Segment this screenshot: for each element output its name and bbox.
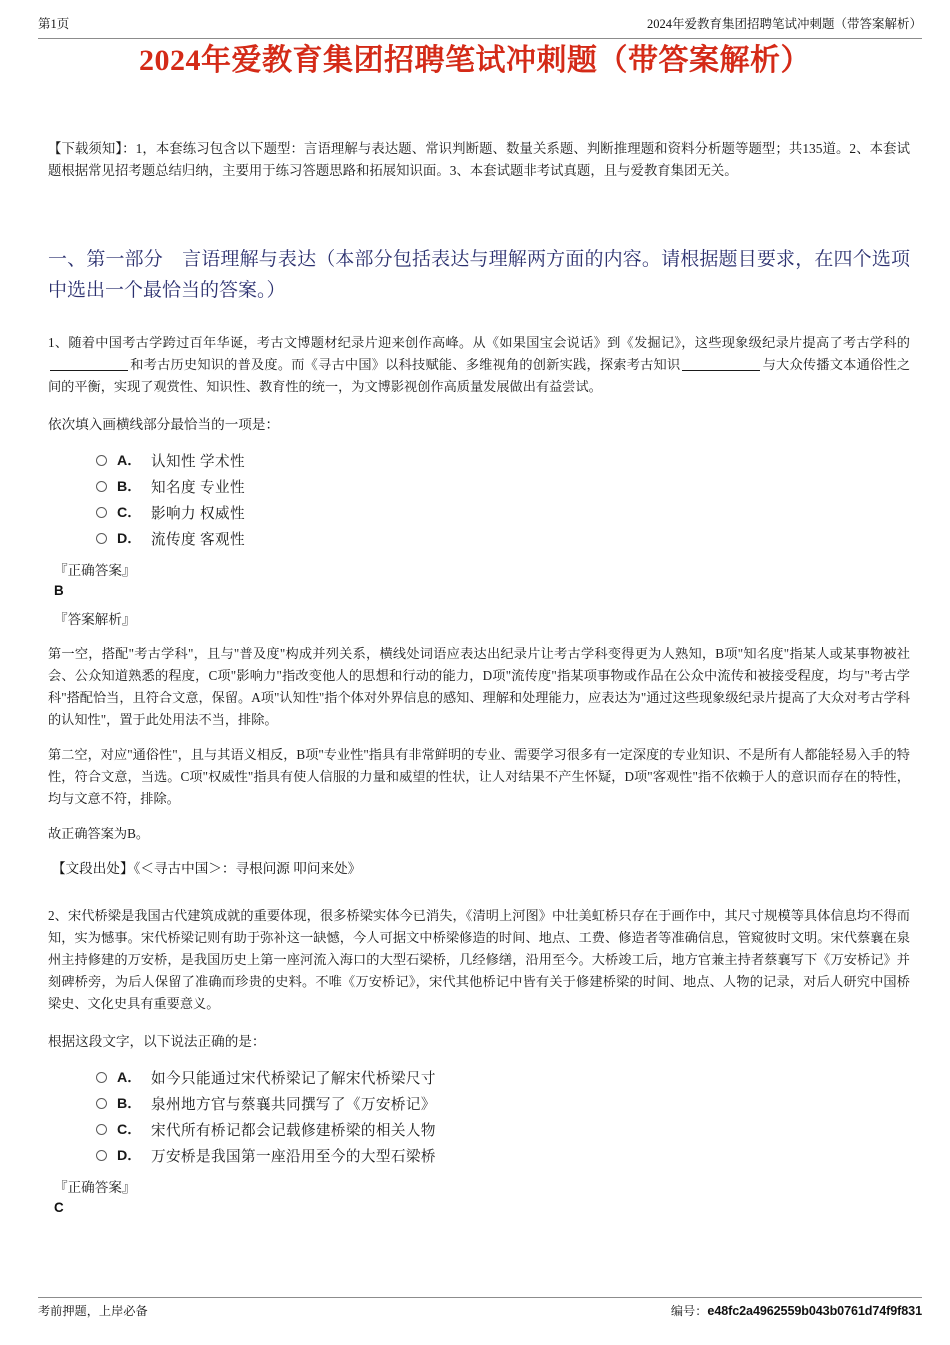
- option-letter: A．: [117, 1070, 142, 1087]
- question-1-answer-label: 『正确答案』: [54, 563, 136, 578]
- question-1-stem-part-2: 和考古历史知识的普及度。而《寻古中国》以科技赋能、多维视角的创新实践，探索考古知识: [130, 357, 681, 372]
- option-text: 万安桥是我国第一座沿用至今的大型石梁桥: [151, 1148, 436, 1165]
- question-1-prompt: 依次填入画横线部分最恰当的一项是：: [48, 417, 280, 432]
- option-text: 认知性 学术性: [151, 453, 246, 470]
- footer-code: [671, 1303, 922, 1319]
- option-text: 流传度 客观性: [151, 531, 246, 548]
- radio-icon[interactable]: [96, 533, 107, 544]
- question-2-number: 2、: [48, 908, 68, 924]
- radio-icon[interactable]: [96, 1124, 107, 1135]
- option-text: 知名度 专业性: [151, 479, 246, 496]
- question-block-2: [48, 905, 910, 1217]
- question-1-number: 1、: [48, 335, 69, 350]
- question-1-options: [96, 447, 910, 551]
- question-block-1: [48, 332, 910, 879]
- question-2-stem: [48, 905, 910, 1015]
- question-2-answer-label: 『正确答案』: [54, 1180, 136, 1196]
- document-title: 2024年爱教育集团招聘笔试冲刺题（带答案解析）: [139, 44, 811, 77]
- footer-code-value: e48fc2a4962559b043b0761d74f9f831: [707, 1304, 922, 1318]
- question-1-option-b[interactable]: [96, 473, 910, 499]
- question-2-option-b[interactable]: [96, 1090, 910, 1116]
- question-2-option-c[interactable]: [96, 1116, 910, 1142]
- option-letter: B．: [117, 479, 142, 495]
- option-letter: D．: [117, 531, 142, 547]
- option-letter: A．: [117, 453, 142, 469]
- header-document-title: 2024年爱教育集团招聘笔试冲刺题（带答案解析）: [646, 17, 922, 31]
- question-1-analysis-conclusion: 故正确答案为B。: [48, 826, 150, 842]
- question-2-prompt: 根据这段文字，以下说法正确的是：: [48, 1034, 266, 1050]
- fill-in-blank-1: [50, 370, 128, 371]
- question-1-stem: [48, 332, 910, 398]
- question-2-answer-value: C: [54, 1200, 64, 1216]
- option-text: 宋代所有桥记都会记载修建桥梁的相关人物: [151, 1122, 436, 1139]
- radio-icon[interactable]: [96, 455, 107, 466]
- option-letter: C．: [117, 1122, 142, 1139]
- question-1-analysis-paragraph-2: 第二空，对应"通俗性"，且与其语义相反，B项"专业性"指具有非常鲜明的专业、需要学习很多有一定深度的专业知识、不是所有人都能轻易入手的特性，符合文意，当选。C项"权威性"指具有使人信服的力量和威望的性状，让人对结果不产生怀疑，D项"客观性"指不依赖于人的意识而存在的特性，均与文意不符，排除。: [48, 747, 910, 807]
- question-2-option-a[interactable]: [96, 1064, 910, 1090]
- page-footer: [38, 1297, 922, 1327]
- question-1-stem-part-1: 随着中国考古学跨过百年华诞，考古文博题材纪录片迎来创作高峰。从《如果国宝会说话》到《发掘记》，这些现象级纪录片提高了考古学科的: [68, 335, 910, 350]
- radio-icon[interactable]: [96, 1150, 107, 1161]
- option-letter: C．: [117, 505, 142, 521]
- footer-slogan: 考前押题，上岸必备: [38, 1304, 148, 1318]
- question-1-stem-part-3: 与大众传播文本通俗性之间的平衡，实现了观赏性、知识性、教育性的统一，为文博影视创作高质量发展做出有益尝试。: [48, 357, 911, 394]
- question-2-option-d[interactable]: [96, 1142, 910, 1168]
- fill-in-blank-2: [682, 370, 760, 371]
- section-heading-part-one: 一、第一部分 言语理解与表达（本部分包括表达与理解两方面的内容。请根据题目要求，在四个选项中选出一个最恰当的答案。）: [48, 249, 910, 301]
- radio-icon[interactable]: [96, 1072, 107, 1083]
- page-header: [38, 16, 922, 39]
- footer-code-label: 编号：: [670, 1304, 708, 1318]
- question-1-option-c[interactable]: [96, 499, 910, 525]
- option-text: 如今只能通过宋代桥梁记了解宋代桥梁尺寸: [151, 1070, 436, 1087]
- option-text: 影响力 权威性: [151, 505, 246, 522]
- question-1-option-d[interactable]: [96, 525, 910, 551]
- question-2-options: [96, 1064, 910, 1168]
- option-letter: D．: [117, 1148, 142, 1165]
- option-letter: B．: [117, 1096, 142, 1113]
- radio-icon[interactable]: [96, 1098, 107, 1109]
- question-1-analysis-paragraph-1: 第一空，搭配"考古学科"，且与"普及度"构成并列关系，横线处词语应表达出纪录片让考古学科变得更为人熟知，B项"知名度"指某人或某事物被社会、公众知道熟悉的程度，C项"影响力"指改变他人的思想和行动的能力，D项"流传度"指某项事物或作品在公众中流传和被接受程度，均与"考古学科"搭配恰当，且符合文意，保留。A项"认知性"指个体对外界信息的感知、理解和处理能力，应表达为"通过这些现象级纪录片提高了大众对考古学科的认知性"，置于此处用法不当，排除。: [48, 646, 910, 727]
- radio-icon[interactable]: [96, 507, 107, 518]
- download-notice: 【下载须知】：1，本套练习包含以下题型：言语理解与表达题、常识判断题、数量关系题、判断推理题和资料分析题等题型；共135道。2、本套试题根据常见招考题总结归纳，主要用于练习答题思路和拓展知识面。3、本套试题非考试真题，且与爱教育集团无关。: [48, 141, 910, 178]
- question-1-analysis-label: 『答案解析』: [54, 612, 136, 627]
- page-number-label: 第1页: [38, 17, 70, 31]
- question-1-source: 【文段出处】《＜寻古中国＞：寻根问源 叩问来处》: [52, 861, 362, 877]
- option-text: 泉州地方官与蔡襄共同撰写了《万安桥记》: [151, 1096, 436, 1113]
- question-1-option-a[interactable]: [96, 447, 910, 473]
- document-body: [48, 138, 910, 1217]
- radio-icon[interactable]: [96, 481, 107, 492]
- question-2-stem-text: 宋代桥梁是我国古代建筑成就的重要体现，很多桥梁实体今已消失，《清明上河图》中壮美虹桥只存在于画作中，其尺寸规模等具体信息均不得而知，实为憾事。宋代桥梁记则有助于弥补这一缺憾，今人可据文中桥梁修造的时间、地点、工费、修造者等准确信息，管窥彼时文明。宋代蔡襄在泉州主持修建的万安桥，是我国历史上第一座河流入海口的大型石梁桥，几经修缮，沿用至今。大桥竣工后，地方官兼主持者蔡襄写下《万安桥记》并刻碑桥旁，为后人保留了准确而珍贵的史料。不唯《万安桥记》，宋代其他桥记中皆有关于修建桥梁的时间、地点、人物的记录，对后人研究中国桥梁史、文化史具有重要意义。: [48, 908, 910, 1012]
- question-1-answer-value: B: [54, 583, 64, 598]
